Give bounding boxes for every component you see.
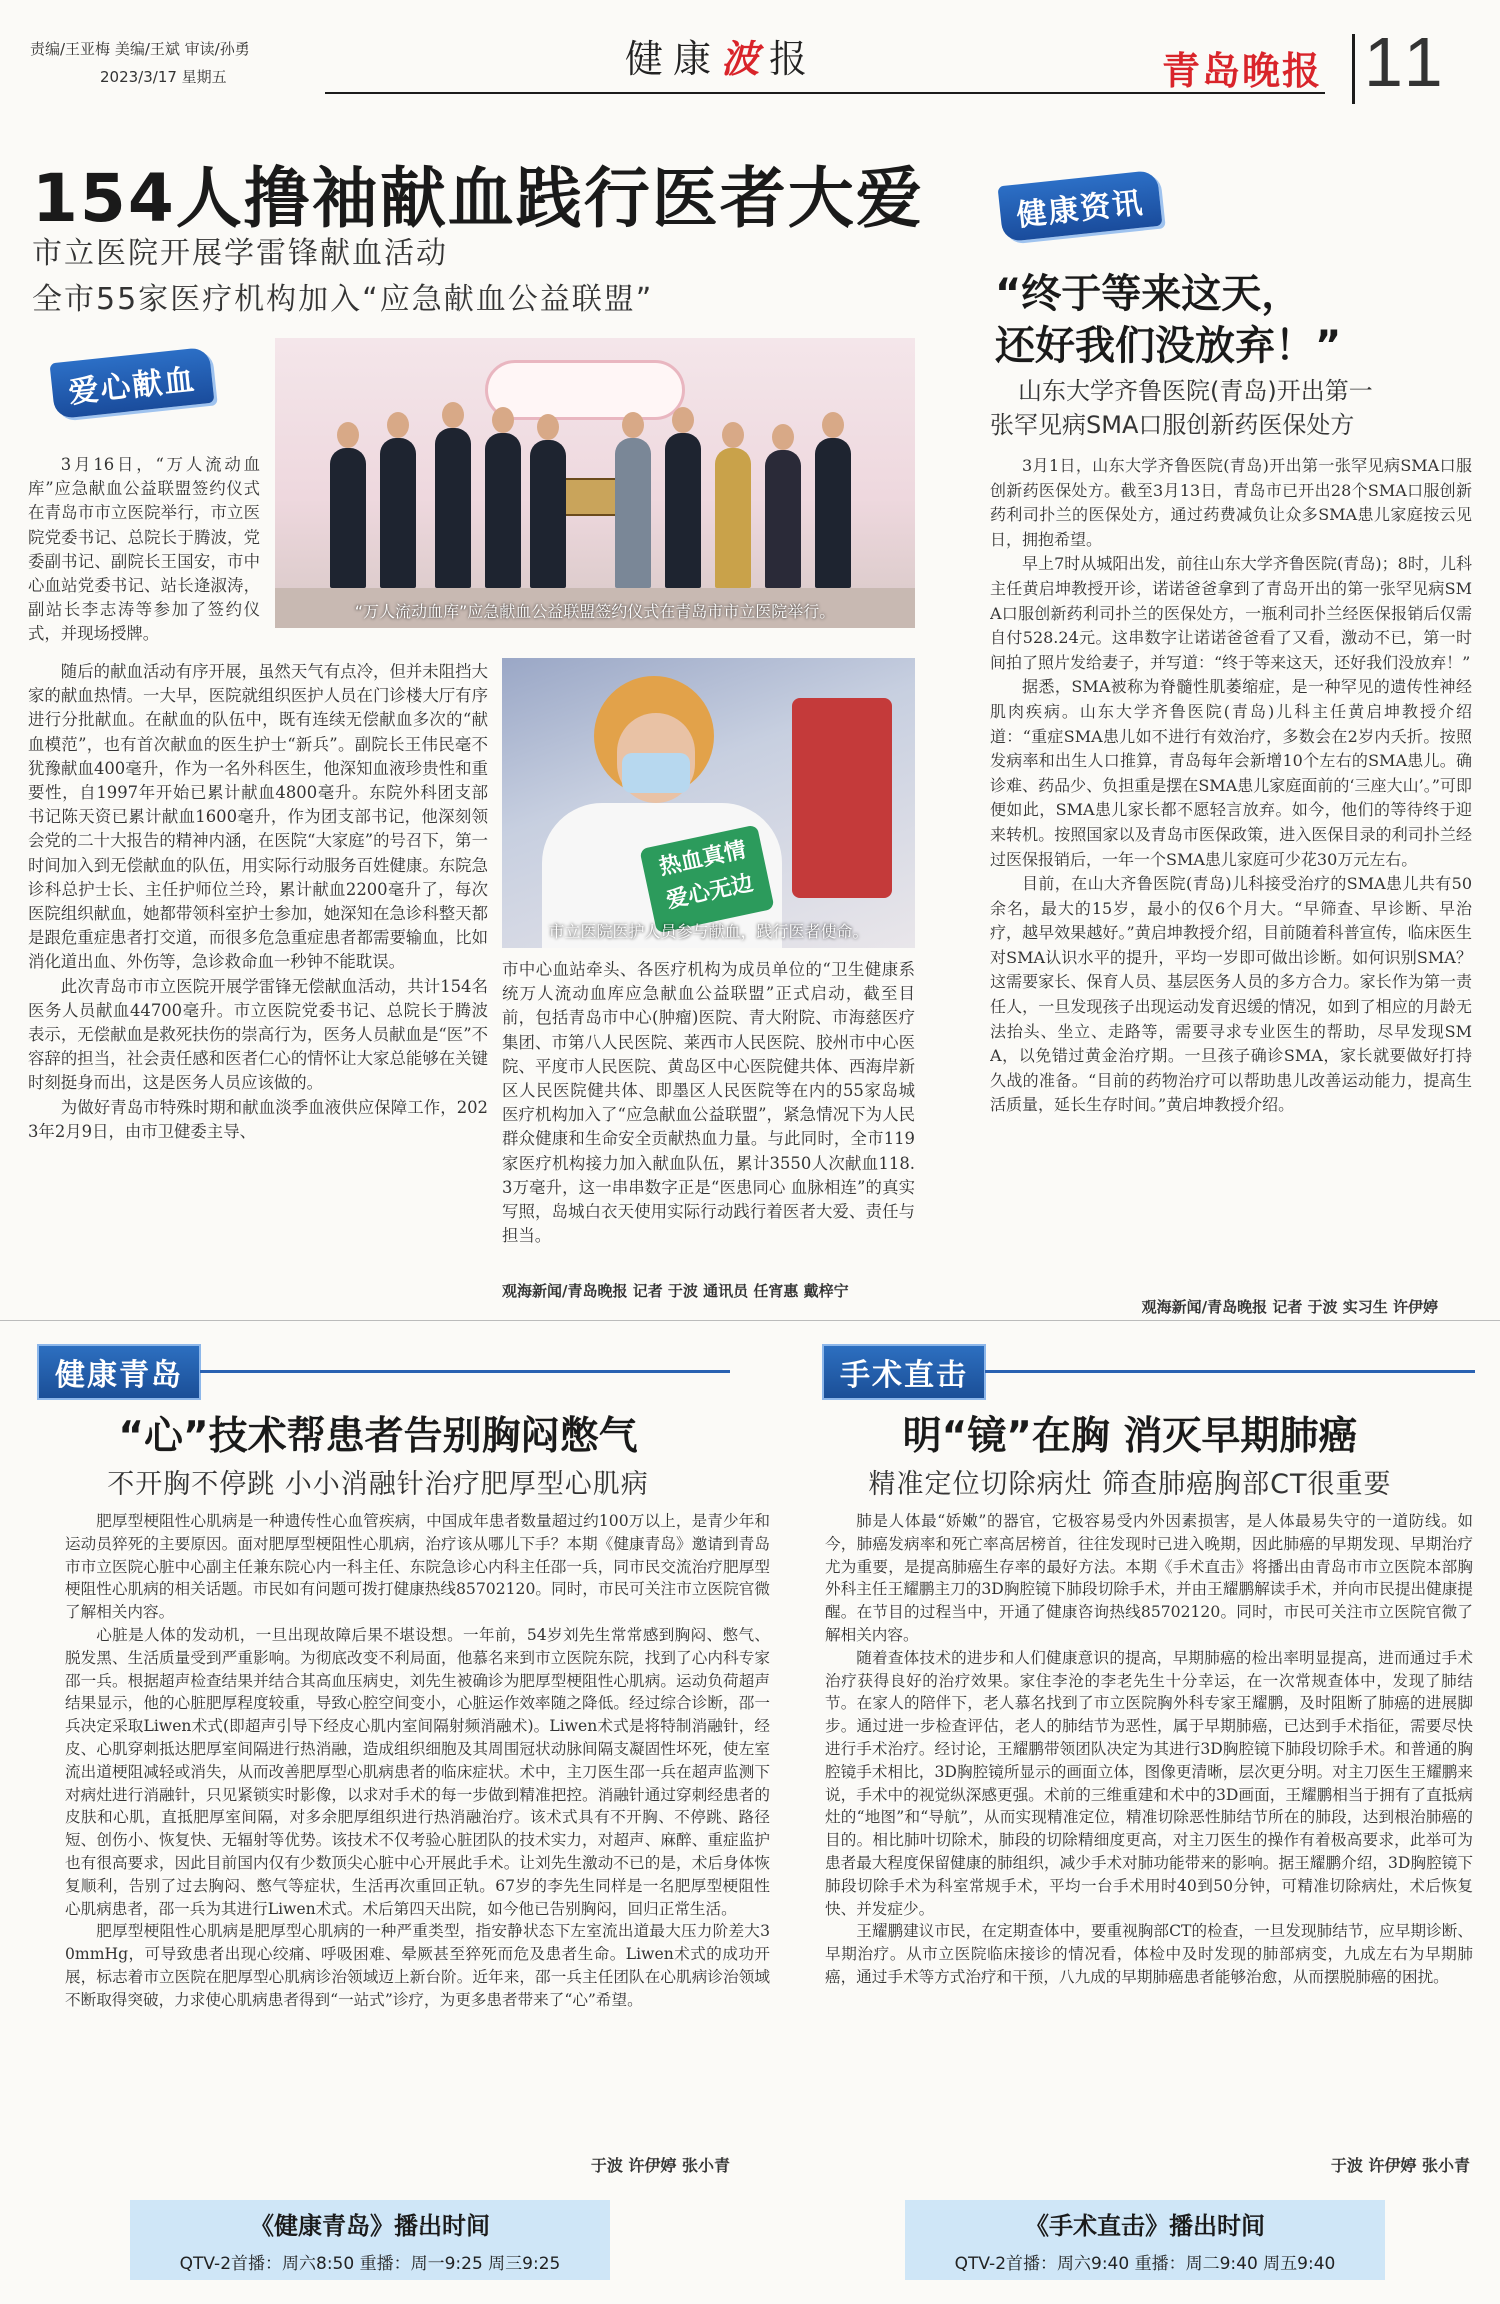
lead-byline: 观海新闻/青岛晚报 记者 于波 通讯员 任宵惠 戴梓宁	[502, 1282, 849, 1300]
paragraph: 肥厚型梗阻性心肌病是肥厚型心肌病的一种严重类型，指安静状态下左室流出道最大压力阶差大30mmHg，可导致患者出现心绞痛、呼吸困难、晕厥甚至猝死而危及患者生命。Liwen术式的成功开展，标志着市立医院在肥厚型心肌病诊治领域迈上新台阶。近年来，邵一兵主任团队在心肌病诊治领域不断取得突破，力求使心肌病患者得到“一站式”诊疗，为更多患者带来了“心”希望。	[65, 1922, 770, 2009]
editors-line: 责编/王亚梅 美编/王斌 审读/孙勇	[30, 40, 250, 58]
section-title-pre: 健康	[625, 37, 722, 81]
right-subtitle-line-1: 山东大学齐鲁医院(青岛)开出第一	[1018, 377, 1373, 405]
paragraph: 肺是人体最“娇嫩”的器官，它极容易受内外因素损害，是人体最易失守的一道防线。如今，肺癌发病率和死亡率高居榜首，往往发现时已进入晚期，因此肺癌的早期发现、早期治疗尤为重要，是提高肺癌生存率的最好方法。本期《手术直击》将播出由青岛市市立医院本部胸外科主任王耀鹏主刀的3D胸腔镜下肺段切除手术，并由王耀鹏解读手术，并向市民提出健康提醒。在节目的过程当中，开通了健康咨询热线85702120。同时，市民可关注市立医院官微了解相关内容。	[825, 1512, 1473, 1644]
tag-health-news: 健康资讯	[998, 170, 1163, 242]
paragraph: 为做好青岛市特殊时期和献血淡季血液供应保障工作，2023年2月9日，由市卫健委主导、	[28, 1097, 488, 1141]
paragraph: 此次青岛市市立医院开展学雷锋无偿献血活动，共计154名医务人员献血44700毫升。市立医院党委书记、总院长于腾波表示，无偿献血是救死扶伤的崇高行为，医务人员献血是“医”不容辞的担当，社会责任感和医者仁心的情怀让大家总能够在关键时刻挺身而出，这是医务人员应该做的。	[28, 976, 488, 1093]
left-bottom-byline: 于波 许伊婷 张小青	[590, 2156, 730, 2175]
signing-ceremony-photo	[275, 338, 915, 628]
left-bottom-body	[65, 1510, 770, 2170]
right-bottom-subtitle: 精准定位切除病灶 筛查肺癌胸部CT很重要	[868, 1469, 1392, 1500]
lead-subtitle-2: 全市55家医疗机构加入“应急献血公益联盟”	[32, 282, 654, 317]
lead-subtitle-1: 市立医院开展学雷锋献血活动	[32, 236, 448, 271]
paragraph: 心脏是人体的发动机，一旦出现故障后果不堪设想。一年前，54岁刘先生常常感到胸闷、憋气、脱发黑、生活质量受到严重影响。为彻底改变不利局面，他慕名来到市立医院东院，找到了心内科专家邵一兵。根据超声检查结果并结合其高血压病史，刘先生被确诊为肥厚型梗阻性心肌病。运动负荷超声结果显示，他的心脏肥厚程度较重，导致心腔空间变小，心脏运作效率随之降低。经过综合诊断，邵一兵决定采取Liwen术式(即超声引导下经皮心肌内室间隔射频消融术)。Liwen术式是将特制消融针，经皮、心肌穿刺抵达肥厚室间隔进行热消融，造成组织细胞及其周围冠状动脉间隔支凝固性坏死，使左室流出道梗阻减轻或消失，从而改善肥厚型心肌病患者的临床症状。术中，主刀医生邵一兵在超声监测下对病灶进行消融针，只见紧锁实时影像，以求对手术的每一步做到精准把控。消融针通过穿刺经患者的皮肤和心肌，直抵肥厚室间隔，对多余肥厚组织进行热消融治疗。该术式具有不开胸、不停跳、路径短、创伤小、恢复快、无辐射等优势。该技术不仅考验心脏团队的技术实力，对超声、麻醉、重症监护也有很高要求，因此目前国内仅有少数顶尖心脏中心开展此手术。让刘先生激动不已的是，术后身体恢复顺利，告别了过去胸闷、憋气等症状，生活再次重回正轨。67岁的李先生同样是一名肥厚型梗阻性心肌病患者，邵一兵为其进行Liwen术式。术后第四天出院，如今他已告别胸闷，回归正常生活。	[65, 1625, 770, 1918]
hospital-emblem	[485, 360, 685, 420]
footer-left-time: QTV-2首播：周六8:50 重播：周一9:25 周三9:25	[179, 2254, 561, 2274]
page-number: 11	[1364, 23, 1449, 101]
right-body-text	[990, 454, 1472, 1118]
lead-column-2-text: 市中心血站牵头、各医疗机构为成员单位的“卫生健康系统万人流动血库应急献血公益联盟”正式启动，截至目前，包括青岛市中心(肿瘤)医院、青大附院、市海慈医疗集团、市第八人民医院、莱西市人民医院、胶州市中心医院、平度市人民医院、黄岛区中心医院健共体、西海岸新区人民医院健共体、即墨区人民医院等在内的55家岛城医疗机构加入了“应急献血公益联盟”，紧急情况下为人民群众健康和生命安全贡献热血力量。与此同时，全市119家医疗机构接力加入献血队伍，累计3550人次献血118.3万毫升，这一串串数字正是“医患同心 血脉相连”的真实写照，岛城白衣天使用实际行动践行着医者大爱、责任与担当。	[502, 960, 915, 1246]
left-bottom-title: “心”技术帮患者告别胸闷憋气	[118, 1414, 638, 1459]
lead-column-1-intro	[28, 453, 260, 653]
section-title-accent: 波	[721, 36, 770, 81]
tag-surgery-live: 手术直击	[822, 1344, 986, 1400]
right-subtitle-line-2: 张罕见病SMA口服创新药医保处方	[990, 411, 1355, 439]
right-title-line-2: 还好我们没放弃！”	[995, 323, 1342, 369]
footer-surgery-live	[905, 2200, 1385, 2280]
paragraph: 随后的献血活动有序开展，虽然天气有点冷，但并未阻挡大家的献血热情。一大早，医院就组织医护人员在门诊楼大厅有序进行分批献血。在献血的队伍中，既有连续无偿献血多次的“献血模范”，也有首次献血的医生护士“新兵”。副院长王伟民毫不犹豫献血400毫升，作为一名外科医生，他深知血液珍贵性和重要性，自1997年开始已累计献血4800毫升。东院外科团支部书记陈天资已累计献血1600毫升，作为团支部书记，他深刻领会党的二十大报告的精神内涵，在医院“大家庭”的号召下，第一时间加入到无偿献血的队伍，用实际行动服务百姓健康。东院急诊科总护士长、主任护师位兰玲，累计献血2200毫升了，每次医院组织献血，她都带领科室护士参加，她深知在急诊科整天都是跟危重症患者打交道，而很多危急重症患者都需要输血，比如消化道出血、外伤等，急诊救命血一秒钟不能耽误。	[28, 662, 488, 972]
donation-sign-line-2: 爱心无边	[664, 870, 756, 914]
section-title-post: 报	[769, 37, 818, 81]
issue-date: 2023/3/17 星期五	[100, 68, 227, 86]
lead-column-1-text	[28, 660, 488, 1144]
right-bottom-byline: 于波 许伊婷 张小青	[1330, 2156, 1470, 2175]
lead-headline: 154人撸袖献血践行医者大爱	[32, 160, 924, 237]
signing-ceremony-caption: “万人流动血库”应急献血公益联盟签约仪式在青岛市市立医院举行。	[354, 602, 836, 621]
paragraph: 早上7时从城阳出发，前往山东大学齐鲁医院(青岛)；8时，儿科主任黄启坤教授开诊，诺诺爸爸拿到了青岛开出的第一张罕见病SMA口服创新药利司扑兰的医保处方，一瓶利司扑兰经医保报销后仅需自付528.24元。这串数字让诺诺爸爸看了又看，激动不已，第一时间拍了照片发给妻子，并写道：“终于等来这天，还好我们没放弃！”	[990, 554, 1472, 672]
footer-healthy-qingdao	[130, 2200, 610, 2280]
nurse-donation-photo	[502, 658, 915, 948]
right-title-line-1: “终于等来这天，	[995, 271, 1302, 317]
footer-left-title: 《健康青岛》播出时间	[250, 2211, 490, 2240]
right-bottom-body-text	[825, 1510, 1473, 1989]
newspaper-logo: 青岛晚报	[1162, 48, 1323, 93]
lower-divider	[0, 1320, 1500, 1321]
face-mask	[622, 753, 690, 793]
page-number-divider	[1352, 34, 1355, 104]
tag-healthy-qingdao: 健康青岛	[37, 1344, 201, 1400]
section-title	[625, 28, 817, 83]
footer-right-title: 《手术直击》播出时间	[1025, 2211, 1265, 2240]
paragraph: 王耀鹏建议市民，在定期查体中，要重视胸部CT的检查，一旦发现肺结节，应早期诊断、早期治疗。从市立医院临床接诊的情况看，体检中及时发现的肺部病变，九成左右为早期肺癌，通过手术等方式治疗和干预，八九成的早期肺癌患者能够治愈，从而摆脱肺癌的困扰。	[825, 1922, 1473, 1986]
right-subtitle	[990, 374, 1470, 442]
left-bottom-body-text	[65, 1510, 770, 2012]
lead-column-2	[502, 958, 915, 1278]
tag-rule-left	[200, 1370, 730, 1373]
award-plaque	[560, 478, 620, 516]
donation-sign-line-1: 热血真情	[657, 837, 749, 881]
right-title	[995, 268, 1341, 372]
blood-bag	[792, 698, 892, 898]
paragraph: 据悉，SMA被称为脊髓性肌萎缩症，是一种罕见的遗传性神经肌肉疾病。山东大学齐鲁医院(青岛)儿科主任黄启坤教授介绍道：“重症SMA患儿如不进行有效治疗，多数会在2岁内夭折。按照发病率和出生人口推算，青岛每年会新增10个左右的SMA患儿。确诊难、药品少、负担重是摆在SMA患儿家庭面前的‘三座大山’。”可即便如此，SMA患儿家长都不愿轻言放弃。如今，他们的等待终于迎来转机。按照国家以及青岛市医保政策，进入医保目录的利司扑兰经过医保报销后，一年一个SMA患儿家庭可少花30万元左右。	[990, 677, 1472, 869]
paragraph: 随着查体技术的进步和人们健康意识的提高，早期肺癌的检出率明显提高，进而通过手术治疗获得良好的治疗效果。家住李沧的李老先生十分幸运，在一次常规查体中，发现了肺结节。在家人的陪伴下，老人慕名找到了市立医院胸外科专家王耀鹏，及时阻断了肺癌的进展脚步。通过进一步检查评估，老人的肺结节为恶性，属于早期肺癌，已达到手术指征，需要尽快进行手术治疗。经讨论，王耀鹏带领团队决定为其进行3D胸腔镜下肺段切除手术。和普通的胸腔镜手术相比，3D胸腔镜所显示的画面立体，图像更清晰，层次更分明。对主刀医生王耀鹏来说，手术中的视觉纵深感更强。术前的三维重建和术中的3D画面，王耀鹏相当于拥有了直抵病灶的“地图”和“导航”，从而实现精准定位，精准切除恶性肺结节所在的肺段，达到根治肺癌的目的。相比肺叶切除术，肺段的切除精细度更高，对主刀医生的操作有着极高要求，此举可为患者最大程度保留健康的肺组织，减少手术对肺功能带来的影响。据王耀鹏介绍，3D胸腔镜下肺段切除手术为科室常规手术，平均一台手术用时40到50分钟，可精准切除病灶，术后恢复快、并发症少。	[825, 1648, 1473, 1918]
lead-column-1	[28, 660, 488, 1280]
right-bottom-body	[825, 1510, 1473, 2150]
paragraph: 肥厚型梗阻性心肌病是一种遗传性心血管疾病，中国成年患者数量超过约100万以上，是青少年和运动员猝死的主要原因。面对肥厚型梗阻性心肌病，治疗该从哪儿下手？本期《健康青岛》邀请到青岛市市立医院心脏中心副主任兼东院心内一科主任、东院急诊心内科主任邵一兵，同市民交流治疗肥厚型梗阻性心肌病的相关话题。市民如有问题可拨打健康热线85702120。同时，市民可关注市立医院官微了解相关内容。	[65, 1512, 770, 1622]
right-byline: 观海新闻/青岛晚报 记者 于波 实习生 许伊婷	[1141, 1298, 1438, 1316]
tag-love-donation: 爱心献血	[50, 347, 215, 419]
nurse-donation-caption: 市立医院医护人员参与献血，践行医者使命。	[548, 922, 869, 941]
paragraph: 目前，在山大齐鲁医院(青岛)儿科接受治疗的SMA患儿共有50余名，最大的15岁，最小的仅6个月大。“早筛查、早诊断、早治疗，越早效果越好。”黄启坤教授介绍，目前随着科普宣传，临床医生对SMA认识水平的提升，平均一岁即可做出诊断。如何识别SMA？这需要家长、保育人员、基层医务人员的多方合力。家长作为第一责任人，一旦发现孩子出现运动发育迟缓的情况，如到了相应的月龄无法抬头、坐立、走路等，需要寻求专业医生的帮助，尽早发现SMA，以免错过黄金治疗期。一旦孩子确诊SMA，家长就要做好打持久战的准备。“目前的药物治疗可以帮助患儿改善运动能力，提高生活质量，延长生存时间。”黄启坤教授介绍。	[990, 874, 1472, 1115]
tag-rule-right	[985, 1370, 1475, 1373]
right-bottom-title: 明“镜”在胸 消灭早期肺癌	[902, 1414, 1358, 1459]
lead-paragraph-intro: 3月16日，“万人流动血库”应急献血公益联盟签约仪式在青岛市市立医院举行，市立医院党委书记、总院长于腾波，党委副书记、副院长王国安，市中心血站党委书记、站长逄淑涛，副站长李志涛等参加了签约仪式，并现场授牌。	[28, 455, 260, 644]
footer-right-time: QTV-2首播：周六9:40 重播：周二9:40 周五9:40	[954, 2254, 1336, 2274]
left-bottom-subtitle: 不开胸不停跳 小小消融针治疗肥厚型心肌病	[107, 1469, 649, 1500]
right-body	[990, 454, 1472, 1294]
paragraph: 3月1日，山东大学齐鲁医院(青岛)开出第一张罕见病SMA口服创新药医保处方。截至3月13日，青岛市已开出28个SMA口服创新药利司扑兰的医保处方，通过药费减负让众多SMA患儿家庭按云见日，拥抱希望。	[990, 456, 1472, 549]
